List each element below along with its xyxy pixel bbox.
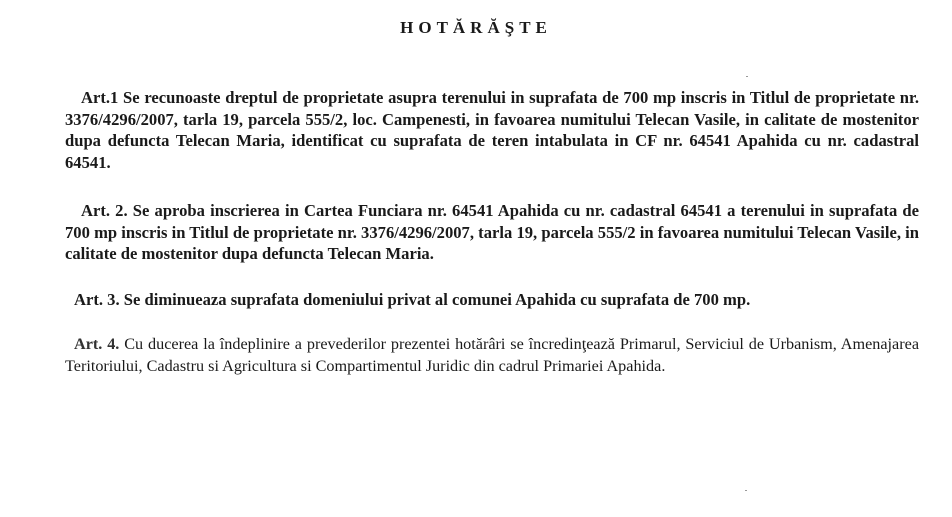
article-1-text: Art.1 Se recunoaste dreptul de proprietate asupra terenului in suprafata de 700 mp inscris in Titlul de proprietate nr. 3376/4296/2007, tarla 19, parcela 555/2, loc. Campenesti, in favoarea numitului Telecan Vasile, in calitate de mostenitor dupa defuncta Telecan Maria, identificat cu suprafata de teren intabulata in CF nr. 64541 Apahida cu nr. cadastral 64541. — [65, 88, 919, 172]
article-4 — [65, 334, 919, 377]
scan-speck — [745, 490, 747, 491]
article-4-label: Art. 4. — [74, 335, 120, 353]
article-2-text: Art. 2. Se aproba inscrierea in Cartea Funciara nr. 64541 Apahida cu nr. cadastral 64541 a terenului in suprafata de 700 mp inscris in Titlul de proprietate nr. 3376/4296/2007, tarla 19, parcela 555/2 in favoarea numitului Telecan Vasile, in calitate de mostenitor dupa defuncta Telecan Maria. — [65, 201, 919, 263]
article-4-text: Cu ducerea la îndeplinire a prevederilor prezentei hotărâri se încredinţează Primarul, Serviciul de Urbanism, Amenajarea Teritoriului, Cadastru si Agricultura si Compartimentul Juridic din cadrul Primariei Apahida. — [65, 335, 919, 375]
article-1 — [65, 87, 919, 173]
article-3-text: Art. 3. Se diminueaza suprafata domeniului privat al comunei Apahida cu suprafata de 700 mp. — [74, 290, 751, 309]
scan-speck — [746, 76, 748, 77]
decision-heading: HOTĂRĂŞTE — [400, 18, 552, 37]
article-2 — [65, 200, 919, 265]
article-3 — [65, 289, 919, 311]
